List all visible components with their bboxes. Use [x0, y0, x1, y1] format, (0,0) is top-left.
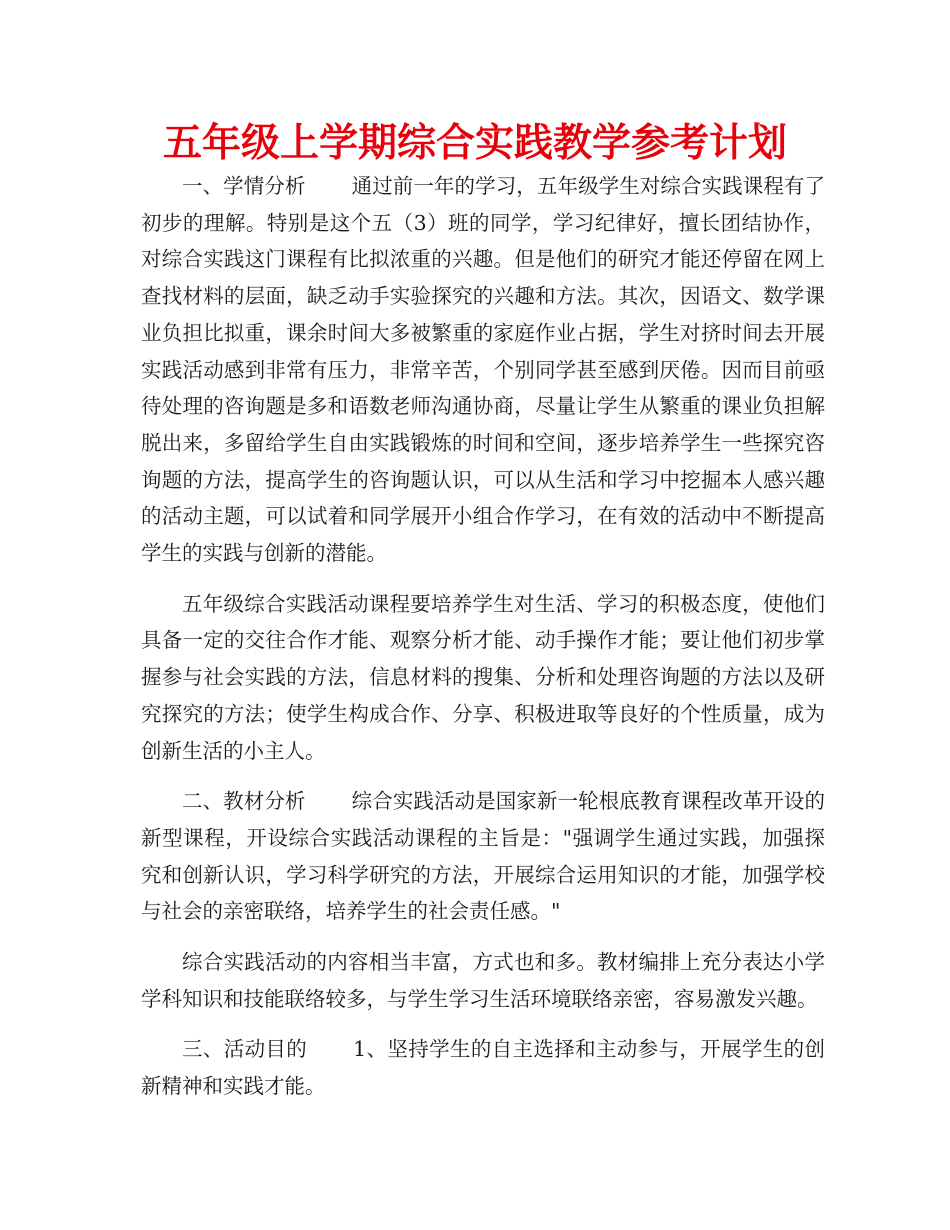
paragraph-text: 综合实践活动是国家新一轮根底教育课程改革开设的新型课程，开设综合实践活动课程的主旨是："强调学生通过实践，加强探究和创新认识，学习科学研究的方法，开展综合运用知识的才能，加强学校与社会的亲密联络，培养学生的社会责任感。"	[141, 789, 826, 924]
document-title: 五年级上学期综合实践教学参考计划	[162, 121, 787, 166]
paragraph-text: 通过前一年的学习，五年级学生对综合实践课程有了初步的理解。特别是这个五（3）班的同学，学习纪律好，擅长团结协作，对综合实践这门课程有比拟浓重的兴趣。但是他们的研究才能还停留在网上查找材料的层面，缺乏动手实验探究的兴趣和方法。其次，因语文、数学课业负担比拟重，课余时间大多被繁重的家庭作业占据，学生对挤时间去开展实践活动感到非常有压力，非常辛苦，个别同学甚至感到厌倦。因而目前亟待处理的咨询题是多和语数老师沟通协商，尽量让学生从繁重的课业负担解脱出来，多留给学生自由实践锻炼的时间和空间，逐步培养学生一些探究咨询题的方法，提高学生的咨询题认识，可以从生活和学习中挖掘本人感兴趣的活动主题，可以试着和同学展开小组合作学习，在有效的活动中不断提高学生的实践与创新的潜能。	[141, 174, 826, 566]
section-heading-textbook-analysis: 二、教材分析	[182, 789, 306, 814]
paragraph-text: 1、坚持学生的自主选择和主动参与，开展学生的创新精神和实践才能。	[141, 1037, 826, 1099]
document-body	[141, 168, 825, 1119]
section-heading-activity-goals: 三、活动目的	[182, 1037, 308, 1062]
paragraph-student-analysis	[141, 168, 825, 572]
paragraph-activity-goals	[141, 1031, 825, 1104]
paragraph-course-goals	[141, 586, 825, 770]
section-heading-student-analysis: 一、学情分析	[182, 174, 306, 198]
paragraph-textbook-analysis	[141, 783, 825, 930]
paragraph-text: 综合实践活动的内容相当丰富，方式也和多。教材编排上充分表达小学学科知识和技能联络较多，与学生学习生活环境联络亲密，容易激发兴趣。	[141, 950, 825, 1011]
paragraph-text: 五年级综合实践活动课程要培养学生对生活、学习的积极态度，使他们具备一定的交往合作才能、观察分析才能、动手操作才能；要让他们初步掌握参与社会实践的方法，信息材料的搜集、分析和处理咨询题的方法以及研究探究的方法；使学生构成合作、分享、积极进取等良好的个性质量，成为创新生活的小主人。	[141, 591, 825, 763]
paragraph-content	[141, 944, 825, 1017]
